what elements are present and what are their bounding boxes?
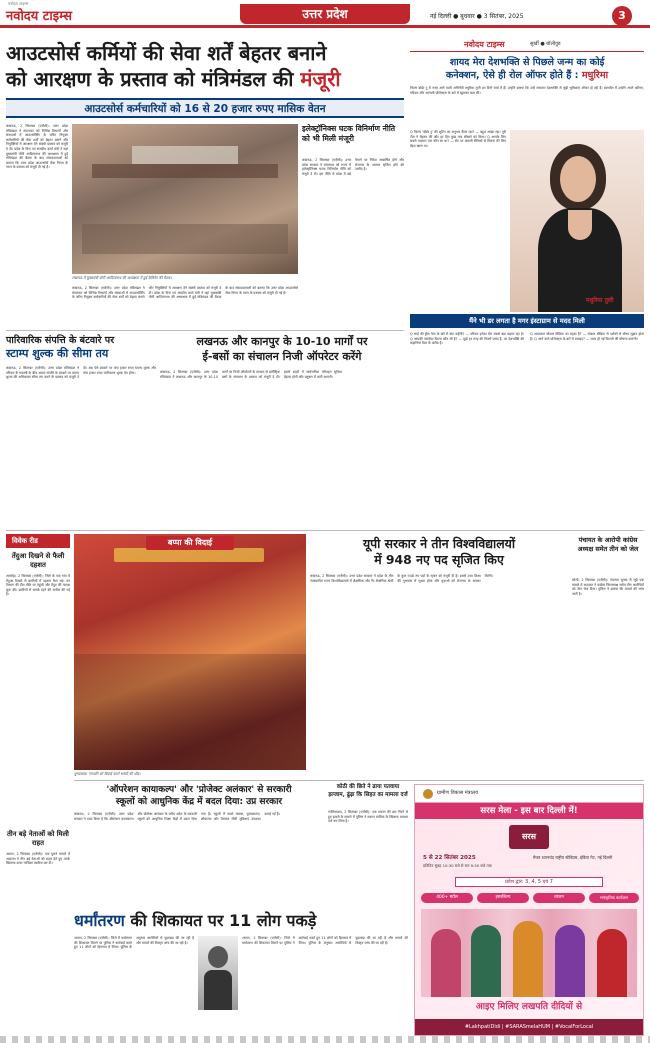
property-headline-line1: पारिवारिक संपत्ति के बंटवारे पर (6, 335, 115, 346)
vivek-label-bar (6, 534, 70, 548)
divider (74, 780, 644, 781)
interview-headline-line2: कनेक्शन, ऐसे ही रोल ऑफर होते हैं : (445, 70, 579, 81)
interview-headline (410, 56, 644, 82)
ebus-body: लखनऊ, 2 सितम्बर (एजेंसी): उत्तर प्रदेश मंत्रिमंडल ने लखनऊ और कानपुर के 10-10 मार्गों पर निजी ऑपरेटरों के माध्यम से इलेक्ट्रिक बसों के संचालन के प्रस्ताव को मंजूरी दे दी। इससे शहरों में सार्वजनिक परिवहन सुविधा बेहतर होगी और प्रदूषण में कमी आएगी। (160, 370, 342, 379)
interview-qa: Q फिल्म 'बॉर्डर टू' की शूटिंग का अनुभव कैसा रहा? — बहुत अच्छा रहा। पूरी टीम ने मेहनत की और हर दिन कुछ नया सीखने को मिला। Q आपके लिए सबसे यादगार पल कौन सा था? — सेट पर असली सैनिकों से मिलना मेरे लिए बेहद खास था। (410, 130, 506, 148)
conversion-body-continued: आगरा, 2 सितम्बर (एजेंसी): जिले में धर्मांतरण की शिकायत मिलने पर पुलिस ने कार्रवाई करते हुए 11 लोगों को हिरासत में लिया। पुलिस के अनुसार आरोपियों से पूछताछ की जा रही है और मामले की विस्तृत जांच की जा रही है। (242, 936, 408, 945)
lead-subheadline: आउटसोर्स कर्मचारियों को 16 से 20 हजार रुपए मासिक वेतन (6, 98, 404, 118)
bappa-title: बप्पा की विदाई (146, 536, 234, 550)
building-headline: कोठी की छिते ने ढाया पतवाया इल्जाम, ढूंढ़ा कि सिहत का मामला दर्ज (328, 784, 408, 798)
conversion-headline (74, 910, 408, 932)
madhurima-photo (510, 130, 644, 312)
madhurima-photo-caption: मधुरिमा तुली (586, 297, 614, 304)
bappa-caption: मुरादाबाद: गणपति को बिदाई करते भक्तों की भीड़। (74, 772, 141, 776)
schools-headline (74, 784, 324, 808)
vivek-headline-2: तीन बड़े नेताओं को मिली राहत (7, 830, 69, 847)
dateline: नई दिल्ली ● बुधवार ● 3 सितंबर, 2025 (430, 13, 524, 20)
conversion-photo (198, 936, 238, 1010)
universities-headline-line1: यूपी सरकार ने तीन विश्वविद्यालयों (362, 536, 516, 551)
property-headline (6, 334, 156, 360)
interview-qa-3: Q आजकल सोशल मीडिया का महत्व है? — सोशल मीडिया से दर्शकों से सीधा जुड़ाव होता है। Q आने वाले प्रोजेक्ट्स के बारे में बताइए? — जल्द ही नई फिल्मों की घोषणा करूंगी। (530, 332, 644, 341)
congress-body: बरेली, 2 सितम्बर (एजेंसी): पंचायत चुनाव से जुड़े एक मामले में अदालत ने कांग्रेस जिलाध्यक्ष समेत तीन आरोपियों को जेल भेज दिया। पुलिस ने बताया कि मामले की जांच जारी है। (572, 578, 644, 596)
interview-intro: फिल्म बोर्डर टू में नजर आने वाली अभिनेत्री मधुरिमा तुली इन दिनों चर्चा में हैं। उन्होंने बताया कि उन्हें लगातार देशभक्ति से जुड़ी भूमिकाएं ऑफर हो रही हैं। बातचीत में उन्होंने अपने करियर, परिवार और आगामी प्रोजेक्ट्स के बारे में खुलकर बात की। (410, 86, 644, 95)
divider (6, 330, 404, 331)
property-body: लखनऊ, 2 सितम्बर (एजेंसी): उत्तर प्रदेश मंत्रिमंडल ने परिवार के सदस्यों के बीच अचल संपत्ति के बंटवारे पर स्टाम्प शुल्क की अधिकतम सीमा तय करने के प्रस्ताव को मंजूरी दे दी। अब ऐसे बंटवारे पर पांच हजार रुपए स्टाम्प शुल्क और पांच हजार रुपए पंजीकरण शुल्क देय होगा। (6, 366, 156, 380)
schools-headline-line1: 'ऑपरेशन कायाकल्प' और 'प्रोजेक्ट अलंकार' से सरकारी (106, 785, 292, 795)
lead-headline-line1: आउटसोर्स कर्मियों की सेवा शर्तें बेहतर बनाने (6, 41, 327, 65)
ad-women-photo (421, 909, 637, 997)
electronics-body: लखनऊ, 2 सितम्बर (एजेंसी): उत्तर प्रदेश सरकार ने मंगलवार को राज्य में इलेक्ट्रॉनिक्स घटक विनिर्माण नीति को मंजूरी दे दी। इस नीति से प्रदेश में बड़े पैमाने पर निवेश आकर्षित होने और रोजगार के अवसर सृजित होने की उम्मीद है। (302, 158, 404, 176)
universities-headline-line2: में 948 नए पद सृजित किए (374, 552, 504, 567)
interview-strip: मैंने भी डर लगता है मगर इंस्टाग्राम से मदद मिली (410, 314, 644, 328)
bappa-photo (74, 534, 306, 770)
ebus-headline (160, 334, 404, 364)
vivek-body-1: अमरोहा, 2 सितम्बर (एजेंसी): जिले के एक गांव में तेंदुआ दिखने से ग्रामीणों में दहशत फैल गई। वन विभाग की टीम मौके पर पहुंची और तेंदुए की तलाश शुरू की। ग्रामीणों से सतर्क रहने की अपील की गई है। (6, 574, 70, 597)
lead-headline-highlight: मंजूरी (300, 67, 341, 91)
emblem-icon (423, 789, 433, 799)
cabinet-meeting-photo (72, 124, 298, 274)
ad-entry: प्रवेश द्वार: 3, 4, 5 एवं 7 (455, 877, 603, 887)
page-number: 3 (612, 6, 632, 26)
ad-tagline: आइए मिलिए लखपति दीदियों से (475, 1002, 583, 1012)
vivek-label: विवेक रीड (12, 537, 38, 545)
saras-logo: सरस (509, 825, 549, 849)
universities-body: लखनऊ, 2 सितम्बर (एजेंसी): उत्तर प्रदेश सरकार ने प्रदेश के तीन नवस्थापित राज्य विश्वविद्यालयों में शैक्षणिक और गैर शैक्षणिक श्रेणी के कुल 948 नए पदों के सृजन को मंजूरी दी है। इससे उच्च शिक्षा की गुणवत्ता में सुधार होगा और युवाओं को रोजगार के अवसर मिलेंगे। (310, 574, 494, 583)
ad-ministry: ग्रामीण विकास मंत्रालय (437, 790, 479, 796)
ad-timing: प्रतिदिन सुबह 10:30 बजे से रात 9:30 बजे तक (423, 863, 492, 868)
cabinet-photo-caption: लखनऊ में मुख्यमंत्री योगी आदित्यनाथ की अध्यक्षता में हुई कैबिनेट की बैठक। (72, 276, 172, 280)
conversion-headline-rest: की शिकायत पर 11 लोग पकड़े (130, 911, 317, 930)
conversion-body: आगरा, 2 सितम्बर (एजेंसी): जिले में धर्मांतरण की शिकायत मिलने पर पुलिस ने कार्रवाई करते हुए 11 लोगों को हिरासत में लिया। पुलिस के अनुसार आरोपियों से पूछताछ की जा रही है और मामले की विस्तृत जांच की जा रही है। (74, 936, 194, 950)
interview-brand: नवोदय टाइम्स (464, 39, 505, 49)
electronics-headline: इलेक्ट्रॉनिक्स घटक विनिर्माण नीति को भी मिली मंजूरी (302, 124, 396, 143)
newspaper-logo: नवोदय टाइम्स (6, 9, 73, 24)
interview-headline-name: मधुरिमा (581, 70, 609, 81)
schools-body: लखनऊ, 2 सितम्बर (एजेंसी): उत्तर प्रदेश सरकार ने दावा किया है कि ऑपरेशन कायाकल्प और प्रोजेक्ट अलंकार के जरिए प्रदेश के सरकारी स्कूलों को आधुनिक शिक्षा केंद्रों में बदल दिया गया है। स्कूलों में स्मार्ट क्लास, पुस्तकालय, शौचालय और पेयजल जैसी सुविधाएं उपलब्ध कराई गई हैं। (74, 812, 280, 821)
lead-headline (6, 40, 404, 92)
registration-strip (0, 1036, 650, 1043)
universities-headline (310, 536, 568, 568)
conversion-headline-word: धर्मांतरण (74, 911, 125, 930)
ad-dates: 5 से 22 सितंबर 2025 (423, 855, 476, 861)
interview-tag: सुर्खी ● बॉलीवुड (530, 41, 561, 47)
ebus-headline-line2: ई-बसों का संचालन निजी ऑपरेटर करेंगे (202, 350, 362, 363)
page-tag: नवोदय टाइम्स (8, 1, 29, 6)
lead-body: लखनऊ, 2 सितम्बर (एजेंसी): उत्तर प्रदेश मंत्रिमंडल ने मंगलवार को विभिन्न विभागों और संस्थाओं में आउटसोर्सिंग के जरिए नियुक्त कर्मचारियों की सेवा शर्तों को बेहतर बनाने और नियुक्तियों में आरक्षण देने संबंधी प्रस्ताव को मंजूरी दे दी। प्रदेश के वित्त एवं संसदीय कार्य मंत्री ने यहां मुख्यमंत्री योगी आदित्यनाथ की अध्यक्षता में हुई मंत्रिमंडल की बैठक के बाद संवाददाताओं को बताया कि उत्तर प्रदेश आउटसोर्स सेवा निगम के गठन के प्रस्ताव को मंजूरी दी गई है। (6, 124, 68, 170)
congress-headline: पंचायत के आरोपी कांग्रेस अध्यक्ष समेत तीन को जेल (577, 536, 639, 553)
ebus-headline-line1: लखनऊ और कानपुर के 10-10 मार्गों पर (196, 335, 368, 348)
vivek-headline-1: तेंदुआ दिखने से फैली दहशत (11, 552, 65, 569)
lead-headline-line2: को आरक्षण के प्रस्ताव को मंत्रिमंडल की (6, 67, 294, 91)
ad-badge-handicraft: हस्तशिल्प (477, 893, 529, 903)
divider (6, 530, 644, 531)
vivek-body-2: आगरा, 2 सितम्बर (एजेंसी): एक पुराने मामले में अदालत ने तीन बड़े नेताओं को राहत देते हुए उनके खिलाफ दायर याचिका खारिज कर दी। (6, 852, 70, 866)
section-title: उत्तर प्रदेश (240, 4, 410, 24)
property-headline-line2: स्टाम्प शुल्क की सीमा तय (6, 347, 109, 360)
ad-badge-cuisine: व्यंजन (533, 893, 585, 903)
building-body: गाजियाबाद, 2 सितम्बर (एजेंसी): एक मकान की छत गिरने से हुए हादसे के मामले में पुलिस ने मकान मालिक के खिलाफ मामला दर्ज कर लिया है। (328, 810, 408, 824)
saras-mela-ad (414, 784, 644, 1036)
ad-venue: मेजर ध्यानचंद राष्ट्रीय स्टेडियम, इंडिया गेट, नई दिल्ली (533, 855, 613, 860)
interview-brand-bar (410, 38, 644, 52)
masthead (0, 0, 650, 28)
ad-header (415, 785, 643, 803)
ad-badge-culture: सांस्कृतिक कार्यक्रम (589, 893, 639, 903)
lead-body-continued: लखनऊ, 2 सितम्बर (एजेंसी): उत्तर प्रदेश मंत्रिमंडल ने मंगलवार को विभिन्न विभागों और संस्थाओं में आउटसोर्सिंग के जरिए नियुक्त कर्मचारियों की सेवा शर्तों को बेहतर बनाने और नियुक्तियों में आरक्षण देने संबंधी प्रस्ताव को मंजूरी दे दी। प्रदेश के वित्त एवं संसदीय कार्य मंत्री ने यहां मुख्यमंत्री योगी आदित्यनाथ की अध्यक्षता में हुई मंत्रिमंडल की बैठक के बाद संवाददाताओं को बताया कि उत्तर प्रदेश आउटसोर्स सेवा निगम के गठन के प्रस्ताव को मंजूरी दी गई है। (72, 286, 298, 300)
ad-hashtags: #LakhpatiDidi | #SARASmelaHUM | #VocalForLocal (415, 1019, 643, 1035)
schools-headline-line2: स्कूलों को आधुनिक केंद्र में बदल दिया: उप्र सरकार (115, 797, 283, 807)
interview-qa-2: Q भाई की ड्रीम नेता के बारे में क्या कहेंगी? — परिवार हमेशा मेरा सबसे बड़ा सहारा रहा है। Q आपकी पसंदीदा फिल्म कौन सी है? — मुझे हर तरह की फिल्में पसंद हैं, पर देशभक्ति की कहानियां दिल के करीब हैं। (410, 332, 524, 346)
ad-badge-stalls: 400+ स्टॉल (421, 893, 473, 903)
interview-headline-line1: शायद मेरा देशभक्ति से पिछले जन्म का कोई (449, 57, 605, 68)
ad-title: सरस मेला - इस बार दिल्ली में! (415, 803, 643, 819)
